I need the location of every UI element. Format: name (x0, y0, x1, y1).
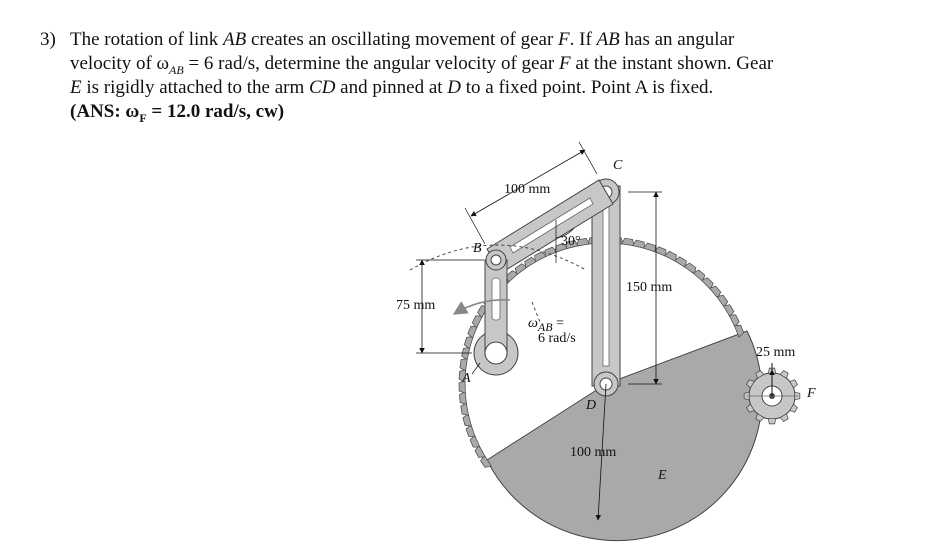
text: . If (569, 29, 597, 50)
text: F (559, 53, 571, 74)
gear-tooth (464, 337, 473, 349)
text: The rotation of link (70, 29, 224, 50)
gear-tooth (460, 358, 467, 371)
subscript: F (139, 110, 147, 125)
gear-tooth (463, 414, 472, 426)
gear-tooth (468, 326, 477, 338)
label-25mm: 25 mm (756, 345, 796, 360)
gear-tooth (470, 435, 480, 447)
gear-tooth (466, 425, 475, 437)
text: F (558, 29, 570, 50)
gear-tooth (621, 238, 634, 246)
text: velocity of ω (70, 53, 170, 74)
label-a: A (462, 371, 471, 386)
label-100mm-sector: 100 mm (570, 445, 617, 460)
label-d: D (586, 398, 597, 413)
label-30deg: 30° (561, 234, 581, 249)
omega-subscript: AB (537, 319, 553, 334)
subscript: AB (169, 62, 184, 77)
text: CD (309, 77, 336, 98)
problem-body (70, 28, 910, 124)
text: = 12.0 rad/s, cw) (146, 101, 285, 122)
gear-tooth (462, 347, 470, 359)
problem-statement (40, 28, 910, 124)
mechanism-figure (380, 148, 820, 538)
label-150mm: 150 mm (626, 280, 673, 295)
label-75mm: 75 mm (396, 298, 436, 313)
text: is rigidly attached to the arm (81, 77, 310, 98)
mechanism-drawing (380, 148, 820, 538)
label-e: E (658, 468, 667, 483)
answer-line (70, 100, 910, 124)
problem-line-2 (70, 52, 910, 76)
problem-line-3 (70, 76, 910, 100)
text: to a fixed point. Point A is fixed. (461, 77, 714, 98)
label-c: C (613, 158, 623, 173)
gear-tooth (729, 315, 739, 327)
label-100mm-bc: 100 mm (504, 182, 551, 197)
gear-tooth (664, 251, 676, 261)
text: at the instant shown. Gear (570, 53, 774, 74)
problem-line-1 (70, 28, 910, 52)
text: E (70, 77, 82, 98)
label-omega-ab (528, 316, 564, 334)
gear-tooth (643, 243, 655, 252)
text: AB (596, 29, 620, 50)
text: creates an oscillating movement of gear (246, 29, 559, 50)
gear-tooth (472, 316, 482, 328)
text: D (447, 77, 462, 98)
text: = 6 rad/s, determine the angular velocity of gear (183, 53, 559, 74)
text: and pinned at (335, 77, 448, 98)
omega-symbol: ω (528, 316, 538, 331)
gear-tooth (461, 403, 469, 415)
label-b: B (473, 241, 482, 256)
label-omega-value: 6 rad/s (538, 331, 576, 346)
label-f: F (807, 386, 816, 401)
gear-tooth (768, 419, 775, 424)
problem-number: 3) (40, 29, 56, 50)
text: has an angular (619, 29, 735, 50)
text: AB (223, 29, 247, 50)
omega-equals: = (552, 316, 564, 331)
leader-a (472, 363, 480, 374)
gear-tooth (633, 240, 645, 248)
text: (ANS: ω (70, 101, 140, 122)
